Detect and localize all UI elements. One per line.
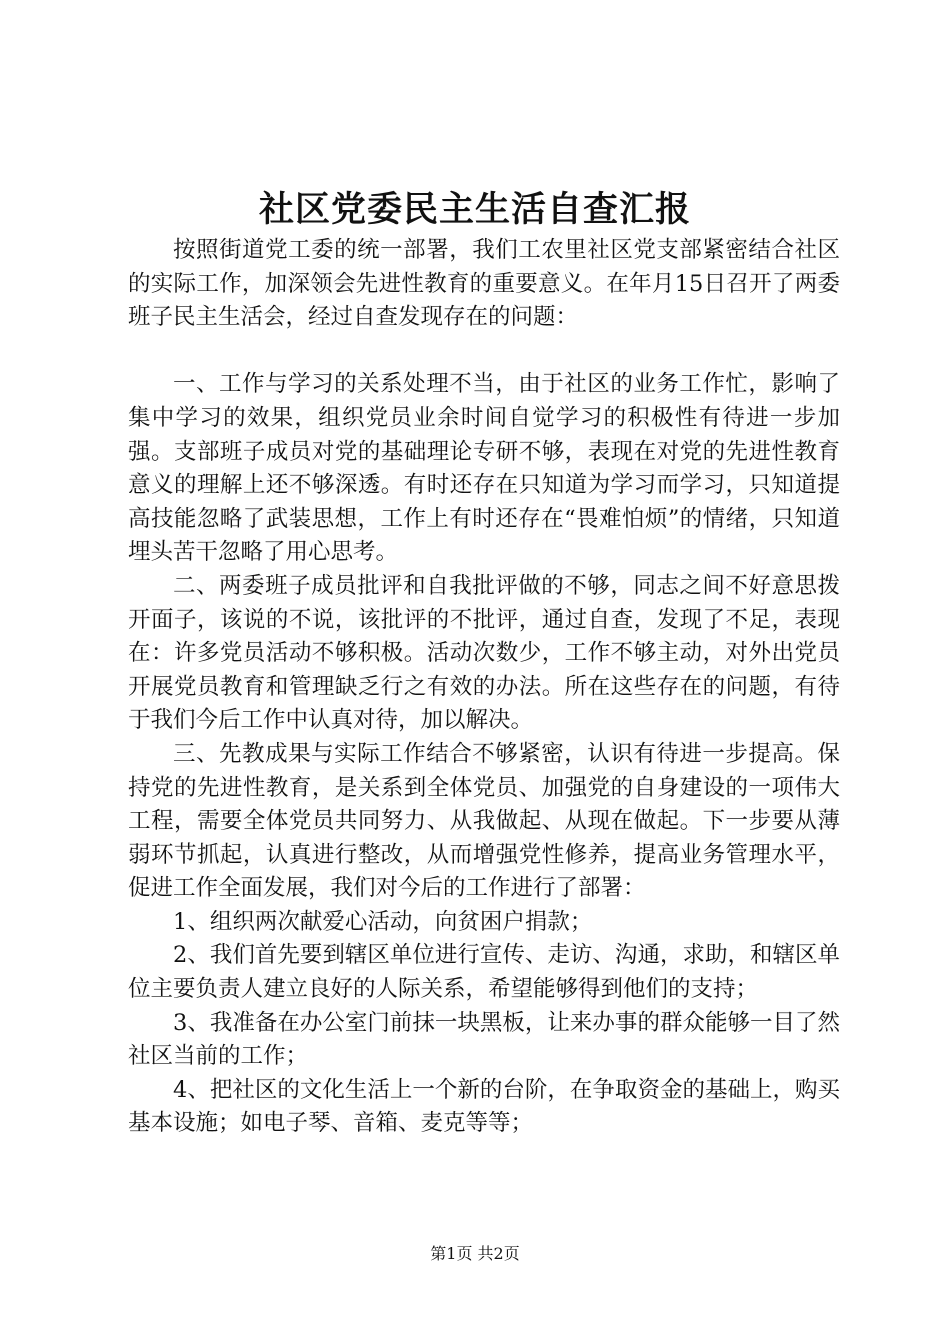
intro-paragraph: 按照街道党工委的统一部署，我们工农里社区党支部紧密结合社区的实际工作，加深领会先进性教育的重要意义。在年月15日召开了两委班子民主生活会，经过自查发现存在的问题： (128, 237, 840, 331)
plan-item-1: 1、组织两次献爱心活动，向贫困户捐款； (173, 908, 593, 935)
plan-item-2: 2、我们首先要到辖区单位进行宣传、走访、沟通，求助，和辖区单位主要负责人建立良好的人际关系，希望能够得到他们的支持； (128, 942, 840, 1003)
issue-paragraph-3: 三、先教成果与实际工作结合不够紧密，认识有待进一步提高。保持党的先进性教育，是关系到全体党员、加强党的自身建设的一项伟大工程，需要全体党员共同努力、从我做起、从现在做起。下一步要从薄弱环节抓起，认真进行整改，从而增强党性修养，提高业务管理水平，促进工作全面发展，我们对今后的工作进行了部署： (128, 740, 840, 902)
paragraph-spacer (128, 335, 840, 369)
plan-item-4: 4、把社区的文化生活上一个新的台阶，在争取资金的基础上，购买基本设施；如电子琴、音箱、麦克等等； (128, 1076, 840, 1137)
document-title: 社区党委民主生活自查汇报 (258, 189, 691, 230)
document-body (128, 234, 840, 1141)
issue-paragraph-2: 二、两委班子成员批评和自我批评做的不够，同志之间不好意思拨开面子，该说的不说，该批评的不批评，通过自查，发现了不足，表现在：许多党员活动不够积极。活动次数少，工作不够主动，对外出党员开展党员教育和管理缺乏行之有效的办法。所在这些存在的问题，有待于我们今后工作中认真对待，加以解决。 (128, 572, 840, 734)
issue-paragraph-1: 一、工作与学习的关系处理不当，由于社区的业务工作忙，影响了集中学习的效果，组织党员业余时间自觉学习的积极性有待进一步加强。支部班子成员对党的基础理论专研不够，表现在对党的先进性教育意义的理解上还不够深透。有时还存在只知道为学习而学习，只知道提高技能忽略了武装思想，工作上有时还存在“畏难怕烦”的情绪，只知道埋头苦干忽略了用心思考。 (128, 371, 840, 566)
page-footer: 第1页 共2页 (430, 1244, 520, 1263)
plan-item-3: 3、我准备在办公室门前抹一块黑板，让来办事的群众能够一目了然社区当前的工作； (128, 1009, 840, 1070)
